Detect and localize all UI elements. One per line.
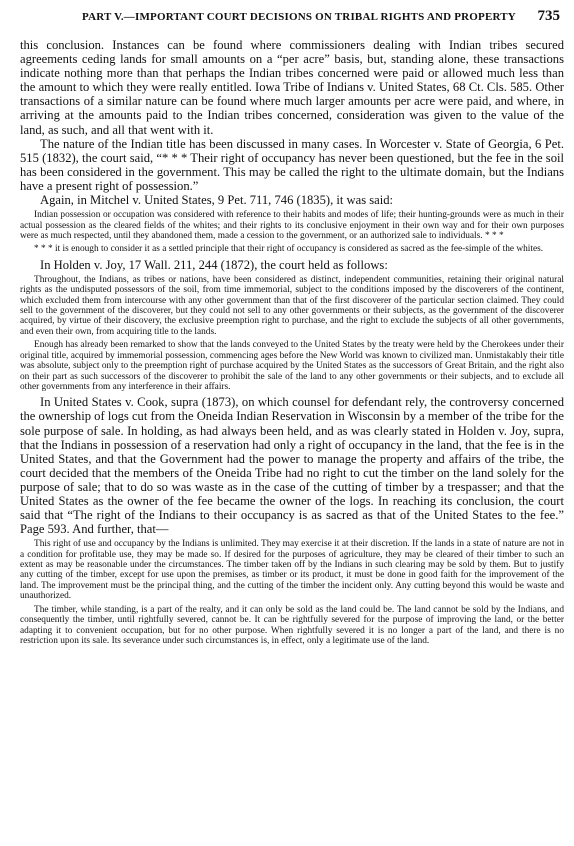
quote-holden-2: Enough has already been remarked to show that the lands conveyed to the United States by the treaty were held by the Cherokees under their original title, acquired by immemorial possession, commencing ages before the New World was known to civilized man. Unmistakably their title was absolute, subject only to the preemption right of purchase acquired by the United States as the successors of Great Britain, and the right also on their part as such successors of the discoverer to prohibit the sale of the land to any other governments or their subjects, and to exclude all other governments from any interference in their affairs.	[20, 340, 564, 392]
quote-mitchel-2: * * * it is enough to consider it as a settled principle that their right of occupancy is considered as sacred as the fee-simple of the whites.	[34, 244, 544, 255]
paragraph-worcester: The nature of the Indian title has been discussed in many cases. In Worcester v. State of Georgia, 6 Pet. 515 (1832), the court said, “* * * Their right of occupancy has never been questioned, but the fee in the soil has been considered in the government. This may be called the right to the ultimate domain, but the Indians have a present right of possession.”	[20, 136, 564, 193]
page-number: 735	[537, 8, 560, 24]
paragraph-holden-intro: In Holden v. Joy, 17 Wall. 211, 244 (1872), the court held as follows:	[40, 257, 388, 272]
quote-cook-1: This right of use and occupancy by the Indians is unlimited. They may exercise it at their discretion. If the lands in a state of nature are not in a condition for profitable use, they may be made so. If desired for the purposes of agriculture, they may be cleared of their timber to such an extent as may be reasonable under the circumstances. The timber taken off by the Indians in such clearing may be sold by them. But to justify any cutting of the timber, except for use upon the premises, as timber or its product, it must be done in good faith for the improvement of the land. The improvement must be the principal thing, and the cutting of the timber the incident only. Any cutting beyond this would be waste and unauthorized.	[20, 539, 564, 602]
quote-cook-2: The timber, while standing, is a part of the realty, and it can only be sold as the land could be. The land cannot be sold by the Indians, and consequently the timber, until rightfully severed, cannot be. It can be rightfully severed for the purpose of improving the land, or the better adapting it to convenient occupation, but for no other purpose. When rightfully severed it is no longer a part of the land, and there is no restriction upon its sale. Its severance under such circumstances is, in effect, only a legitimate use of the land.	[20, 604, 564, 646]
paragraph-mitchel-intro: Again, in Mitchel v. United States, 9 Pet. 711, 746 (1835), it was said:	[40, 193, 394, 208]
running-title: PART V.—IMPORTANT COURT DECISIONS ON TRIBAL RIGHTS AND PROPERTY	[82, 11, 516, 23]
quote-mitchel-1: Indian possession or occupation was considered with reference to their habits and modes of life; their hunting-grounds were as much in their actual possession as the cleared fields of the whites; and their rights to its conclusive enjoyment in their own way and for their own purposes were as much respected, until they abandoned them, made a cession to the government, or an authorized sale to individuals. * * *	[20, 210, 564, 241]
paragraph-cook: In United States v. Cook, supra (1873), on which counsel for defendant rely, the controversy concerned the ownership of logs cut from the Oneida Indian Reservation in Wisconsin by a member of the tribe for the sole purpose of sale. In holding, as had always been held, and as was clearly stated in Holden v. Joy, supra, that the Indians in possession of a reservation had only a right of occupancy in the land, that the fee is in the United States, and that the Government had the power to manage the property and affairs of the tribe, the court decided that the members of the Oneida Tribe had no right to cut the timber on the land solely for the purpose of sale; that to do so was waste as in the case of the cutting of timber by a trespasser; and that the United States as the owner of the fee became the owner of the logs. In reaching its conclusion, the court said that “The right of the Indians to their occupancy is as sacred as that of the United States to the fee.” Page 593. And further, that—	[20, 395, 564, 537]
page-header	[20, 8, 564, 38]
paragraph-opening: this conclusion. Instances can be found where commissioners dealing with Indian tribes secured agreements ceding lands for small amounts on a “per acre” basis, but, standing alone, these transactions indicate nothing more than that perhaps the Indian tribes concerned were paid or allowed much less than the amount to which they were really entitled. Iowa Tribe of Indians v. United States, 68 Ct. Cls. 585. Other transactions of a similar nature can be found where much larger amounts per acre were paid, and where, in arriving at the amounts paid to the Indian tribes concerned, consideration was given to the value of the land, as such, and all that went with it.	[20, 38, 564, 137]
quote-holden-1: Throughout, the Indians, as tribes or nations, have been considered as distinct, independent communities, retaining their original natural rights as the undisputed possessors of the soil, from time immemorial, subject to the conditions imposed by the discoverers of the continent, which excluded them from intercourse with any other government than that of the first discoverer of the particular section claimed. They could sell to the government of the discoverer, but they could not sell to any other governments or their subjects, as the government of the discoverer acquired, by virtue of their discovery, the exclusive preemption right to purchase, and the right to exclude the subjects of all other governments, and even their own, from acquiring title to the lands.	[20, 274, 564, 337]
